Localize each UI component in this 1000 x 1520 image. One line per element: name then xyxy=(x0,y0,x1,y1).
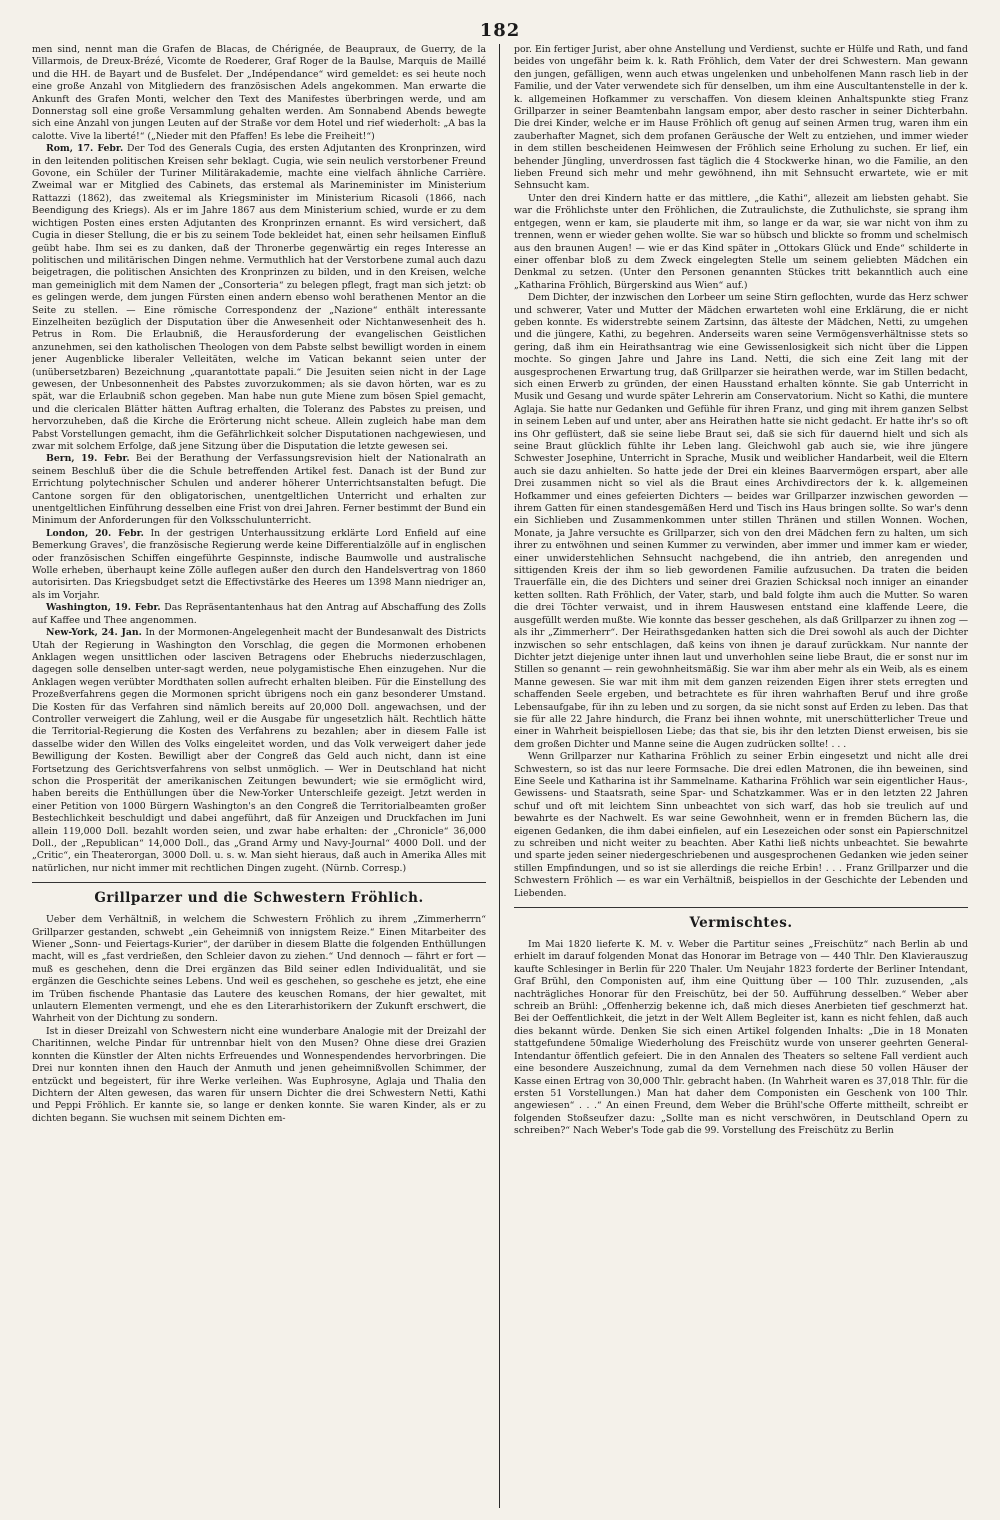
news-item-rom xyxy=(32,143,486,453)
section-divider xyxy=(514,907,968,908)
column-rule xyxy=(499,44,500,1508)
news-item-washington xyxy=(32,602,486,627)
page-number: 182 xyxy=(479,20,521,41)
article-paragraph: por. Ein fertiger Jurist, aber ohne Anstellung und Verdienst, suchte er Hülfe und Rath, und fand beides von ungefähr beim k. k. Rath Fröhlich, dem Vater der drei Schwestern. Man gewann den jungen, gefälligen, wenn auch etwas ungelenken und unbeholfenen Mann rasch lieb in der Familie, und der Vater verwendete sich für denselben, um ihm eine Auscultantenstelle in der k. k. allgemeinen Hofkammer zu verschaffen. Von diesem kleinen Anhaltspunkte stieg Franz Grillparzer in seiner Beamtenbahn langsam empor, aber desto rascher in seiner Dichterbahn. Die drei Kinder, welche er im Hause Fröhlich oft genug auf seinen Armen trug, waren ihm ein zauberhafter Magnet, sich dem profanen Geräusche der Welt zu entziehen, und immer wieder in dem stillen bescheidenen Heimwesen der Fröhlich seine Erholung zu suchen. Er lief, ein behender Jüngling, unverdrossen fast täglich die 4 Stockwerke hinan, wo die Familie, an den lieben Freund sich mehr und mehr gewöhnend, ihn mit Sehnsucht erwartete, wie er mit Sehnsucht kam. xyxy=(514,44,968,192)
news-item-bern xyxy=(32,453,486,527)
dateline: Rom, 17. Febr. xyxy=(46,143,124,155)
section-heading-grillparzer: Grillparzer und die Schwestern Fröhlich. xyxy=(94,890,424,907)
right-column xyxy=(514,44,968,1508)
news-text: In der gestrigen Unterhaussitzung erklärte Lord Enfield auf eine Bemerkung Graves', die französische Regierung werde keine Differentialzölle auf in englischen oder französischen Schiffen eingeführte Gespinnste, indische Baumwolle und australische Wolle erheben, überhaupt keine Zölle auflegen außer den durch den Handelsvertrag von 1860 autorisirten. Das Kriegsbudget setzt die Effectivstärke des Heeres um 1398 Mann niedriger an, als im Vorjahr. xyxy=(32,527,486,601)
article-paragraph: Wenn Grillparzer nur Katharina Fröhlich zu seiner Erbin eingesetzt und nicht alle drei Schwestern, so ist das nur leere Formsache. Die drei edlen Matronen, die ihn beweinen, sind Eine Seele und Katharina ist ihr Sammelname. Katharina Fröhlich war sein eigentlicher Haus-, Gewissens- und Staatsrath, seine Spar- und Schatzkammer. Was er in den letzten 22 Jahren schuf und oft mit leichtem Sinn unbeachtet von sich warf, das hob sie treulich auf und bewahrte es der Nachwelt. Es war seine Gewohnheit, wenn er in fremden Büchern las, die eigenen Gedanken, die ihm dabei einfielen, auf ein Lesezeichen oder sonst ein Papierschnitzel zu schreiben und nicht weiter zu beachten. Aber Kathi ließ nichts unbeachtet. Sie bewahrte und sparte jeden seiner niedergeschriebenen und ausgesprochenen Gedanken wie jeden seiner stillen Empfindungen, und so ist sie allerdings die reiche Erbin! . . . Franz Grillparzer und die Schwestern Fröhlich — es war ein Verhältniß, beispiellos in der Geschichte der Lebenden und Liebenden. xyxy=(514,751,968,899)
section-heading-vermischtes: Vermischtes. xyxy=(689,915,793,932)
dateline: New-York, 24. Jan. xyxy=(46,627,142,639)
article-paragraph: Dem Dichter, der inzwischen den Lorbeer um seine Stirn geflochten, wurde das Herz schwer und schwerer, Vater und Mutter der Mädchen erwarteten wohl eine Erklärung, die er nicht geben konnte. Es widerstrebte seinem Zartsinn, das älteste der Mädchen, Netti, zu umgehen und die jüngere, Kathi, zu begehren. Anderseits waren seine Vermögensverhältnisse stets so gering, daß ihm ein Heirathsantrag wie eine Gewissenlosigkeit sich nicht über die Lippen mochte. So gingen Jahre und Jahre ins Land. Netti, die sich eine Zeit lang mit der ausgesprochenen Erwartung trug, daß Grillparzer sie heirathen werde, war im Stillen bedacht, sich einen Erwerb zu gründen, der einen Hausstand erhalten könnte. Sie gab Unterricht in Musik und Gesang und wurde später Lehrerin am Conservatorium. Nicht so Kathi, die muntere Aglaja. Sie hatte nur Gedanken und Gefühle für ihren Franz, und ging mit ihrem ganzen Selbst in seinem Leben auf und unter, aber ans Heirathen hatte sie nicht gedacht. Er hatte ihr's so oft ins Ohr geflüstert, daß sie seine liebe Braut sei, daß sie sich für dauernd hielt und sich als seine Braut glücklich fühlte ihr Leben lang. Gleichwohl gab auch sie, wie ihre jüngere Schwester Josephine, Unterricht in Sprache, Musik und weiblicher Handarbeit, weil die Eltern auch sie dazu anhielten. So hatte jede der Drei ein kleines Baarvermögen erspart, aber alle Drei zusammen nicht so viel als die Braut eines Archivdirectors der k. k. allgemeinen Hofkammer und eines gefeierten Dichters — beides war Grillparzer inzwischen geworden — ihrem Gatten für einen standesgemäßen Herd und Tisch ins Haus bringen sollte. So war's denn ein Sichlieben und Zusammenkommen unter stillen Thränen und stillen Wonnen. Wochen, Monate, ja Jahre versuchte es Grillparzer, sich von den drei Mädchen fern zu halten, um sich ihrer zu entwöhnen und seinen Kummer zu verwinden, aber immer und immer kam er wieder, einer unwiderstehlichen Sehnsucht nachgebend, die ihn antrieb, den anregenden und sittigenden Kreis der ihm so lieb gewordenen Familie aufzusuchen. Da traten die beiden Trauerfälle ein, die des Dichters und seiner drei Grazien Schicksal noch inniger an einander ketten sollten. Rath Fröhlich, der Vater, starb, und bald folgte ihm auch die Mutter. So waren die drei Töchter verwaist, und in ihrem Hauswesen entstand eine klaffende Leere, die ausgefüllt werden mußte. Wie konnte das besser geschehen, als daß Grillparzer zu ihnen zog — als ihr „Zimmerherr“. Der Heirathsgedanken hatten sich die Drei sowohl als auch der Dichter inzwischen so sehr entschlagen, daß keins von ihnen je darauf zurückkam. Nur nannte der Dichter jetzt diejenige unter ihnen laut und unverhohlen seine liebe Braut, die er sonst nur im Stillen so genannt — rein gewohnheitsmäßig. Sie war ihm aber mehr als ein Weib, als es einem Manne gewesen. Sie war mit ihm mit dem ganzen reizenden Eigen ihrer stets erregten und schaffenden Seele ergeben, und betrachtete es für ihren wahrhaften Beruf und ihre große Lebensaufgabe, für ihn zu leben und zu sorgen, da sie nicht sonst auf Erden zu leben. Das that sie für alle 22 Jahre hindurch, die Franz bei ihnen wohnte, mit unerschütterlicher Treue und einer in Wahrheit beispiellosen Liebe; das that sie, bis ihr den letzten Dienst erweisen, bis sie dem großen Dichter und Manne seine die Augen zudrücken sollte! . . . xyxy=(514,292,968,750)
dateline: Washington, 19. Febr. xyxy=(46,602,161,614)
news-text: In der Mormonen-Angelegenheit macht der Bundesanwalt des Districts Utah der Regierung in Washington den Vorschlag, die gegen die Mormonen erhobenen Anklagen wegen unsittlichen oder lasciven Betragens oder Ehebruchs niederzuschlagen, dagegen solle denselben unter-sagt werden, neue polygamistische Ehen einzugehen. Nur die Anklagen wegen verübter Mordthaten sollen aufrecht erhalten bleiben. Für die Einstellung des Prozeßverfahrens gegen die Mormonen spricht übrigens noch ein ganz besonderer Umstand. Die Kosten für das Verfahren sind nämlich bereits auf 20,000 Doll. angewachsen, und der Controller verweigert die Zahlung, weil er die Ausgabe für ungesetzlich hält. Rechtlich hätte die Territorial-Regierung die Kosten des Verfahrens zu bezahlen; aber in diesem Falle ist dasselbe wider den Willen des Volks eingeleitet worden, und das Volk verweigert daher jede Bewilligung der Kosten. Bewilligt aber der Congreß das Geld auch nicht, dann ist eine Fortsetzung des Gerichtsverfahrens von selbst unmöglich. — Wer in Deutschland hat nicht schon die Prosperität der amerikanischen Zeitungen bewundert; wie sie ermöglicht wird, haben bereits die Enthüllungen über die New-Yorker Unterschleife gezeigt. Jetzt werden in einer Petition von 1000 Bürgern Washington's an den Congreß die Territorialbeamten großer Bestechlichkeit beschuldigt und dabei angeführt, daß für Anzeigen und Druckfachen im Juni allein 119,000 Doll. bezahlt worden seien, und zwar habe erhalten: der „Chronicle“ 36,000 Doll., der „Republican“ 14,000 Doll., das „Grand Army und Navy-Journal“ 4000 Doll. und der „Critic“, ein Theaterorgan, 3000 Doll. u. s. w. Man sieht hieraus, daß auch in Amerika Alles mit natürlichen, nur nicht immer mit rechtlichen Dingen zugeht. (Nürnb. Corresp.) xyxy=(32,627,486,874)
columns xyxy=(32,44,968,1508)
article-paragraph: Im Mai 1820 lieferte K. M. v. Weber die Partitur seines „Freischütz“ nach Berlin ab und erhielt im darauf folgenden Monat das Honorar im Betrage von — 440 Thlr. Den Klavierauszug kaufte Schlesinger in Berlin für 220 Thaler. Um Neujahr 1823 forderte der Berliner Intendant, Graf Brühl, den Componisten auf, ihm eine Quittung über — 100 Thlr. zuzusenden, „als nachträgliches Honorar für den Freischütz, bei der 50. Aufführung desselben.“ Weber aber schreib an Brühl: „Offenherzig bekenne ich, daß mich dieses Anerbieten tief geschmerzt hat. Bei der Oeffentlichkeit, die jetzt in der Welt Allem Begleiter ist, kann es nicht fehlen, daß auch dies bekannt würde. Denken Sie sich einen Artikel folgenden Inhalts: „Die in 18 Monaten stattgefundene 50malige Wiederholung des Freischütz wurde von unserer geehrten General-Intendantur öffentlich gefeiert. Die in den Annalen des Theaters so seltene Fall verdient auch eine besondere Auszeichnung, zumal da dem Vernehmen nach diese 50 vollen Häuser der Kasse einen Ertrag von 30,000 Thlr. gebracht haben. (In Wahrheit waren es 37,018 Thlr. für die ersten 51 Vorstellungen.) Man hat daher dem Componisten ein Geschenk von 100 Thlr. angewiesen“ . . .“ An einen Freund, dem Weber die Brühl'sche Offerte mittheilt, schreibt er folgenden Stoßseufzer dazu: „Sollte man es nicht verschwören, in Deutschland Opern zu schreiben?“ Nach Weber's Tode gab die 99. Vorstellung des Freischütz zu Berlin xyxy=(514,939,968,1137)
news-text: Das Repräsentantenhaus hat den Antrag auf Abschaffung des Zolls auf Kaffee und Thee angenommen. xyxy=(32,602,486,626)
article-paragraph: men sind, nennt man die Grafen de Blacas, de Chérignée, de Beaupraux, de Guerry, de la Villarmois, de Dreux-Brézé, Vicomte de Roederer, Graf Roger de la Baulse, Marquis de Maillé und die HH. de Bayart und de Busfelet. Der „Indépendance“ wird gemeldet: es sei heute noch eine große Anzahl von Mitgliedern des französischen Adels angekommen. Man erwarte die Ankunft des Grafen Monti, welcher den Text des Manifestes überbringen werde, und am Donnerstag soll eine große Versammlung gehalten werden. Am Sonnabend Abends bewegte sich eine Anzahl von jungen Leuten auf der Straße vor dem Hotel und rief wiederholt: „A bas la calotte. Vive la liberté!“ („Nieder mit den Pfaffen! Es lebe die Freiheit!“) xyxy=(32,44,486,142)
dateline: London, 20. Febr. xyxy=(46,527,144,539)
dateline: Bern, 19. Febr. xyxy=(46,453,130,465)
left-column xyxy=(32,44,486,1508)
news-item-newyork xyxy=(32,627,486,875)
news-text: Der Tod des Generals Cugia, des ersten Adjutanten des Kronprinzen, wird in den leitenden politischen Kreisen sehr beklagt. Cugia, wie sein neulich verstorbener Freund Govone, ein Schüler der Turiner Militärakademie, machte eine vielfach ähnliche Carrière. Zweimal war er Mitglied des Cabinets, das erstemal als Marineminister im Ministerium Rattazzi (1862), das zweitemal als Kriegsminister im Ministerium Ricasoli (1866, nach Beendigung des Kriegs). Als er im Jahre 1867 aus dem Ministerium schied, wurde er zu dem wichtigen Posten eines ersten Adjutanten des Kronprinzen ernannt. Es wird versichert, daß Cugia in dieser Stellung, die er bis zu seinem Tode bekleidet hat, einen sehr heilsamen Einfluß geübt habe. Ihm sei es zu danken, daß der Thronerbe gegenwärtig ein reges Interesse an politischen und militärischen Dingen nehme. Vermuthlich hat der Verstorbene zumal auch dazu beigetragen, die politischen Ansichten des Kronprinzen zu bilden, und in den Kreisen, welche man gemeiniglich mit dem Namen der „Consorteria“ zu belegen pflegt, fragt man sich jetzt: ob es gelingen werde, dem jungen Fürsten einen andern ebenso wohl berathenen Mentor an die Seite zu stellen. — Eine römische Correspondenz der „Nazione“ enthält interessante Einzelheiten bezüglich der Disputation über die Anwesenheit oder Nichtanwesenheit des h. Petrus in Rom. Die Erlaubniß, die Herausforderung der evangelischen Geistlichen anzunehmen, sei den katholischen Theologen von dem Pabste selbst bewilligt worden in einem jener Augenblicke liberaler Velleitäten, welche im Vatican bekannt seien unter der (unübersetzbaren) Bezeichnung „quarantottate papali.“ Die Jesuiten seien nicht in der Lage gewesen, der Unbesonnenheit des Pabstes zuvorzukommen; als sie davon hörten, war es zu spät, war die Erlaubniß schon gegeben. Man habe nun gute Miene zum bösen Spiel gemacht, und die clericalen Blätter hätten Auftrag erhalten, die Toleranz des Pabstes zu preisen, und hervorzuheben, daß die Kirche die Erörterung nicht scheue. Allein zugleich habe man dem Pabst Vorstellungen gemacht, ihm die Gefährlichkeit solcher Disputationen nachgewiesen, und zwar mit solchem Erfolge, daß jene Sitzung über die Disputation die letzte gewesen sei. xyxy=(32,143,486,452)
article-paragraph: Ueber dem Verhältniß, in welchem die Schwestern Fröhlich zu ihrem „Zimmerherrn“ Grillparzer gestanden, schwebt „ein Geheimniß von innigstem Reize.“ Einen Mitarbeiter des Wiener „Sonn- und Feiertags-Kurier“, der darüber in diesem Blatte die folgenden Enthüllungen macht, will es „fast verdrießen, den Schleier davon zu ziehen.“ Und dennoch — fährt er fort — muß es geschehen, denn die Drei ergänzen das Bild seiner edlen Individualität, und sie ergänzen die Geschichte seines Lebens. Und weil es geschehen, so geschehe es jetzt, ehe eine im Trüben fischende Phantasie das Lautere des keuschen Romans, der hier gewaltet, mit unlautern Elementen vermengt, und ehe es den Literarhistorikern der Zukunft erschwert, die Wahrheit von der Dichtung zu sondern. xyxy=(32,914,486,1025)
article-paragraph: Unter den drei Kindern hatte er das mittlere, „die Kathi“, allezeit am liebsten gehabt. Sie war die Fröhlichste unter den Fröhlichen, die Zutraulichste, die Zuthulichste, sie sprang ihm entgegen, wenn er kam, sie plauderte mit ihm, so lange er da war, sie war nicht von ihm zu trennen, wenn er wieder gehen wollte. Sie war so hübsch und blickte so fromm und schelmisch aus den braunen Augen! — wie er das Kind später in „Ottokars Glück und Ende“ schilderte in einer offenbar bloß zu dem Zweck eingelegten Stelle um seinem geliebten Mädchen ein Denkmal zu setzen. (Unter den Personen genannten Stückes tritt bekanntlich auch eine „Katharina Fröhlich, Bürgerskind aus Wien“ auf.) xyxy=(514,192,968,291)
news-item-london xyxy=(32,528,486,602)
news-text: Bei der Berathung der Verfassungsrevision hielt der Nationalrath an seinem Beschluß über die die Schule betreffenden Artikel fest. Danach ist der Bund zur Errichtung polytechnischer Schulen und anderer höherer Unterrichtsanstalten befugt. Die Cantone sorgen für den obligatorischen, unentgeltlichen Unterricht und erhalten zur unentgeltlichen Einführung desselben eine Frist von drei Jahren. Ferner bestimmt der Bund ein Minimum der Anforderungen für den Volksschulunterricht. xyxy=(32,453,486,527)
article-paragraph: Ist in dieser Dreizahl von Schwestern nicht eine wunderbare Analogie mit der Dreizahl der Charitinnen, welche Pindar für untrennbar hielt von den Musen? Ohne diese drei Grazien konnten die Künstler der Alten nichts Erfreuendes und Wonnespendendes hervorbringen. Die Drei nur konnten ihnen den Hauch der Anmuth und jenen geheimnißvollen Schimmer, der entzückt und begeistert, für ihre Werke verleihen. Was Euphrosyne, Aglaja und Thalia den Dichtern der Alten gewesen, das waren für unsern Dichter die drei Schwestern Netti, Kathi und Peppi Fröhlich. Er kannte sie, so lange er denken konnte. Sie waren Kinder, als er zu dichten begann. Sie wuchsen mit seinem Dichten em- xyxy=(32,1025,486,1124)
section-divider xyxy=(32,882,486,883)
